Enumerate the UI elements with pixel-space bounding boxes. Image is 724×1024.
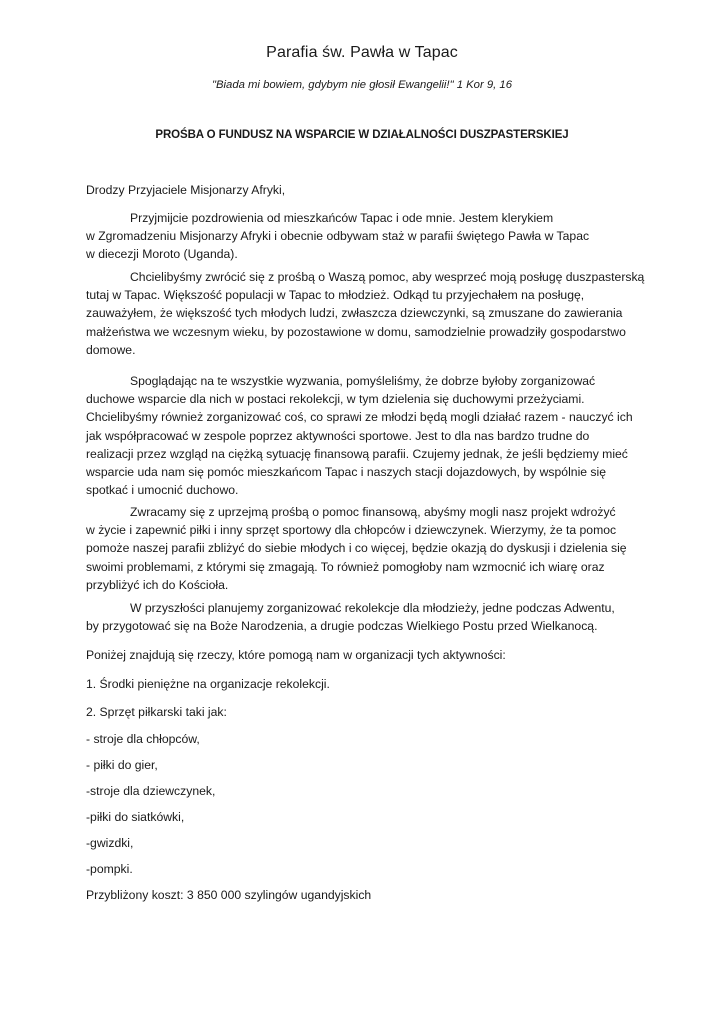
bible-quote: "Biada mi bowiem, gdybym nie głosił Ewangelii!" 1 Kor 9, 16 [211,79,512,91]
paragraph-line: tutaj w Tapac. Większość populacji w Tapac to młodzież. Odkąd tu przyjechałem na posługę, [86,288,585,303]
request-heading: PROŚBA O FUNDUSZ NA WSPARCIE W DZIAŁALNOŚCI DUSZPASTERSKIEJ [155,129,569,141]
list-item: 2. Sprzęt piłkarski taki jak: [86,705,227,719]
paragraph-line: swoimi problemami, z którymi się zmagają. To również pomogłoby nam wzmocnić ich wiarę oraz [86,559,605,574]
parish-title: Parafia św. Pawła w Tapac [266,44,458,61]
list-item: -pompki. [86,862,133,876]
paragraph-line: Chcielibyśmy również zorganizować coś, co sprawi ze młodzi będą mogli działać razem - nauczyć ich [86,410,633,425]
paragraph-line: w diecezji Moroto (Uganda). [86,247,238,262]
list-item: -stroje dla dziewczynek, [86,784,216,798]
list-item: 1. Środki pieniężne na organizacje rekolekcji. [86,677,330,691]
paragraph-line: Zwracamy się z uprzejmą prośbą o pomoc finansową, abyśmy mogli nasz projekt wdrożyć [130,505,616,519]
paragraph-line: pomoże naszej parafii zbliżyć do siebie młodych i co więcej, będzie okazją do dyskusji i dzielenia się [86,541,627,556]
paragraph-line: domowe. [86,342,136,357]
paragraph-line: wsparcie uda nam się pomóc mieszkańcom Tapac i naszych stacji dojazdowych, by wspólnie się [86,465,607,480]
paragraph-line: realizacji przez wzgląd na ciężką sytuację finansową parafii. Czujemy jednak, że jeśli będziemy mieć [86,446,628,461]
paragraph-line: Przyjmijcie pozdrowienia od mieszkańców Tapac i ode mnie. Jestem klerykiem [130,211,554,225]
paragraph-request [86,268,646,359]
list-intro: Poniżej znajdują się rzeczy, które pomogą nam w organizacji tych aktywności: [86,648,506,662]
paragraph-line: Spoglądając na te wszystkie wyzwania, pomyśleliśmy, że dobrze byłoby zorganizować [130,374,596,388]
list-item: - stroje dla chłopców, [86,732,200,746]
list-item: -gwizdki, [86,836,134,850]
paragraph-line: jak współpracować w zespole poprzez aktywności sportowe. Jest to dla nas bardzo trudne do [86,428,590,443]
paragraph-line: duchowe wsparcie dla nich w postaci rekolekcji, w tym dzielenia się duchowymi przeżyciami. [86,392,585,407]
paragraph-line: w życie i zapewnić piłki i inny sprzęt sportowy dla chłopców i dziewczynek. Wierzymy, że ta pomoc [86,523,617,538]
paragraph-line: przybliżyć ich do Kościoła. [86,577,229,592]
paragraph-line: W przyszłości planujemy zorganizować rekolekcje dla młodzieży, jedne podczas Adwentu, [130,601,615,615]
list-item: - piłki do gier, [86,758,158,772]
paragraph-financial-help [86,503,646,594]
paragraph-future-plans [86,599,646,635]
paragraph-line: Chcielibyśmy zwrócić się z prośbą o Waszą pomoc, aby wesprzeć moją posługę duszpasterską [130,270,645,284]
cost-estimate: Przybliżony koszt: 3 850 000 szylingów ugandyjskich [86,888,372,902]
paragraph-line: zauważyłem, że większość tych młodych ludzi, zwłaszcza dziewczynki, są zmuszane do zawierania [86,306,623,321]
paragraph-line: małżeństwa we wczesnym wieku, by pozostawione w domu, samodzielnie prowadziły gospodarstwo [86,324,626,339]
list-item: -piłki do siatkówki, [86,810,185,824]
paragraph-line: spotkać i umocnić duchowo. [86,483,239,498]
paragraph-greeting [86,209,646,264]
salutation: Drodzy Przyjaciele Misjonarzy Afryki, [86,183,286,197]
paragraph-line: by przygotować się na Boże Narodzenia, a drugie podczas Wielkiego Postu przed Wielkanocą. [86,619,598,634]
paragraph-challenges [86,372,646,499]
paragraph-line: w Zgromadzeniu Misjonarzy Afryki i obecnie odbywam staż w parafii świętego Pawła w Tapac [86,229,590,244]
